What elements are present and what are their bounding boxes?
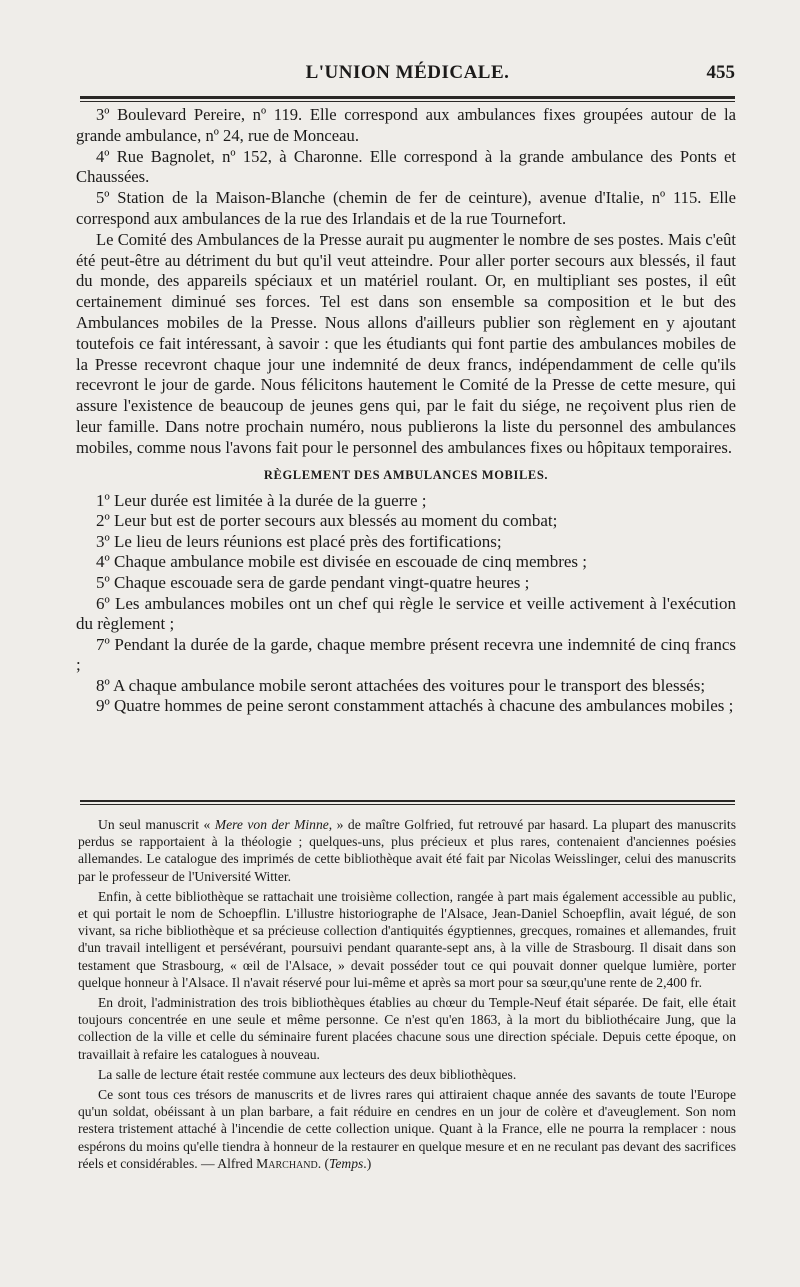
- address-paragraph: 4º Rue Bagnolet, nº 152, à Charonne. Elle correspond à la grande ambulance des Ponts et Chaussées.: [76, 146, 736, 187]
- text-run: . (: [317, 1155, 330, 1171]
- page-number: 455: [706, 62, 735, 83]
- manuscript-title: Mere von der Minne: [214, 817, 329, 832]
- rule-item: 1º Leur durée est limitée à la durée de la guerre ;: [96, 490, 427, 510]
- header-rule-thin: [80, 101, 735, 102]
- feuilleton-paragraph: En droit, l'administration des trois bibliothèques établies au chœur du Temple-Neuf était séparée. De fait, elle était toujours concentrée en une seule et même personne. Ce n'est qu'en 1863, à la mort du bibliothécaire Jung, que la collection de la ville et celle du séminaire furent placées chacune sous une direction spéciale. Depuis cette époque, on travaillait à refaire les catalogues à nouveau.: [78, 995, 736, 1062]
- rule-item: 6º Les ambulances mobiles ont un chef qui règle le service et veille activement à l'exécution du règlement ;: [76, 593, 736, 634]
- header-rule: [80, 96, 735, 99]
- rule-item: 5º Chaque escouade sera de garde pendant vingt-quatre heures ;: [96, 572, 530, 592]
- article-paragraph: Le Comité des Ambulances de la Presse aurait pu augmenter le nombre de ses postes. Mais c'eût été peut-être au détriment du but qu'il veut atteindre. Pour aller porter secours aux blessés, il faut du monde, des appareils spéciaux et un matériel roulant. Or, en multipliant ses postes, il eût certainement diminué ses forces. Tel est dans son ensemble sa composition et le but des Ambulances mobiles de la Presse. Nous allons d'ailleurs publier son règlement en y ajoutant toutefois ce fait intéressant, à savoir : que les étudiants qui font partie des ambulances mobiles de la Presse recevront chaque jour une indemnité de deux francs, indépendamment de celle qu'ils recevront le jour de garde. Nous félicitons hautement le Comité de la Presse de cette mesure, qui assure l'existence de beaucoup de jeunes gens qui, par le fait du siége, ne reçoivent plus rien de leur famille. Dans notre prochain numéro, nous publierons la liste du personnel des ambulances mobiles, comme nous l'avons fait pour le personnel des ambulances fixes ou hôpitaux temporaires.: [76, 229, 736, 457]
- feuilleton-paragraph: La salle de lecture était restée commune aux lecteurs des deux bibliothèques.: [98, 1066, 517, 1082]
- feuilleton-paragraph: Enfin, à cette bibliothèque se rattachait une troisième collection, rangée à part mais également accessible au public, et qui portait le nom de Schoepflin. L'illustre historiographe de l'Alsace, Jean-Daniel Schoepflin, avait légué, de son vivant, sa riche bibliothèque et sa précieuse collection d'antiquités égyptiennes, grecques, romaines et allemandes, fruit d'un travail intelligent et persévérant, poursuivi pendant quarante-sept ans, à la ville de Strasbourg. Il disait dans son testament que Strasbourg, « œil de l'Alsace, » devait posséder tout ce qui pouvait donner quelque lumière, porter quelque honneur à l'Alsace. Il n'avait réservé pour lui-même et après sa mort pour sa sœur,qu'une rente de 2,400 fr.: [78, 888, 736, 990]
- feuilleton: [78, 816, 736, 1175]
- running-title: L'UNION MÉDICALE.: [305, 62, 510, 83]
- section-title: RÈGLEMENT DES AMBULANCES MOBILES.: [263, 467, 549, 482]
- rule-item: 8º A chaque ambulance mobile seront attachées des voitures pour le transport des blessés;: [96, 675, 706, 695]
- text-run: Ce sont tous ces trésors de manuscrits et de livres rares qui attiraient chaque année des savants de toute l'Europe qu'un soldat, obéissant à un plan barbare, a fait réduire en cendres en un jour de colère et d'aveuglement. Son nom restera tristement attaché à l'incendie de cette collection unique. Quant à la France, elle ne pourra la remplacer : nous espérons du moins qu'elle tiendra à honneur de la restaurer en quelque mesure et en ne reculant pas devant des sacrifices réels et considérables. — Alfred: [78, 1087, 736, 1171]
- address-paragraph: 3º Boulevard Pereire, nº 119. Elle correspond aux ambulances fixes groupées autour de la grande ambulance, nº 24, rue de Monceau.: [76, 105, 736, 145]
- rule-item: 2º Leur but est de porter secours aux blessés au moment du combat;: [96, 511, 558, 531]
- main-article: [76, 105, 736, 717]
- text-run: Un seul manuscrit «: [98, 817, 215, 832]
- text-run: .): [363, 1155, 372, 1171]
- feuilleton-paragraph: [78, 816, 736, 885]
- feuilleton-paragraph: [78, 1086, 736, 1172]
- text-run: , » de maître Golfried, fut retrouvé par hasard. La plupart des manuscrits perdus se rapportaient à la théologie ; quelques-uns, plus précieux et plus rares, contenaient d'anciennes poésies allemandes. Le catalogue des imprimés de cette bibliothèque avait été fait par Nicolas Weisslinger, celui des manuscrits par le professeur de l'Université Witter.: [78, 817, 736, 884]
- rule-item: 4º Chaque ambulance mobile est divisée en escouade de cinq membres ;: [96, 552, 588, 572]
- rule-item: 7º Pendant la durée de la garde, chaque membre présent recevra une indemnité de cinq francs ;: [76, 634, 736, 675]
- source-name: Temps: [329, 1155, 364, 1171]
- rules-list: [76, 491, 736, 718]
- feuilleton-rule-thin: [80, 804, 735, 805]
- page-header: [80, 62, 735, 90]
- feuilleton-rule: [80, 800, 735, 802]
- rule-item: 3º Le lieu de leurs réunions est placé près des fortifications;: [96, 531, 502, 551]
- rule-item: 9º Quatre hommes de peine seront constamment attachés à chacune des ambulances mobiles ;: [96, 696, 734, 716]
- author-name: Marchand: [256, 1155, 318, 1171]
- address-paragraph: 5º Station de la Maison-Blanche (chemin de fer de ceinture), avenue d'Italie, nº 115. Elle correspond aux ambulances de la rue des Irlandais et de la rue Tournefort.: [76, 188, 736, 228]
